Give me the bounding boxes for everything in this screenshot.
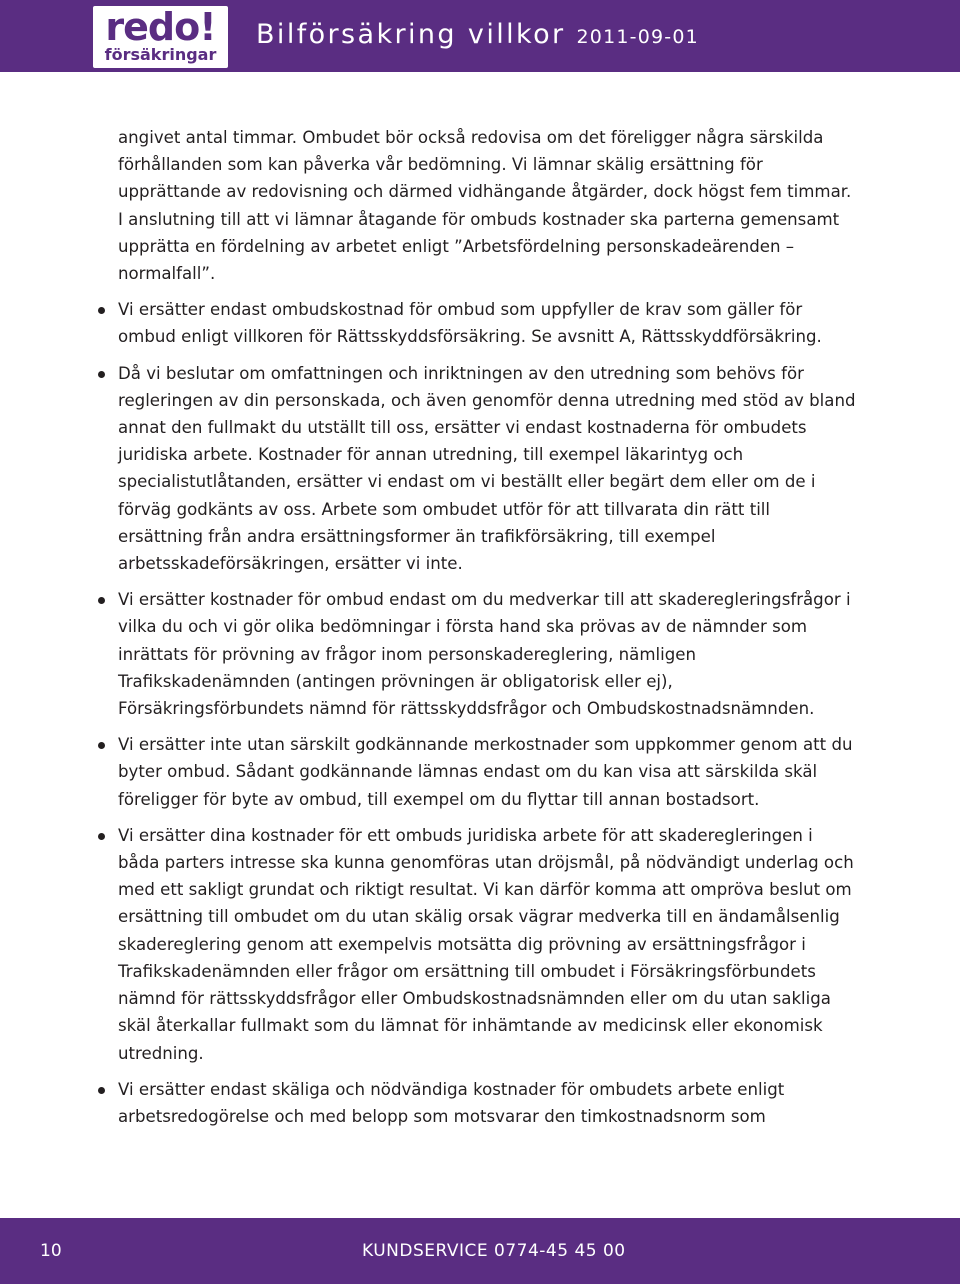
bullet-icon xyxy=(98,597,105,604)
redo-logo xyxy=(93,6,228,68)
list-item: Vi ersätter inte utan särskilt godkännande merkostnader som uppkommer genom att du byter ombud. Sådant godkännande lämnas endast om du kan visa att särskilda skäl föreligger för byte av ombud, till exempel om du flyttar till annan bostadsort. xyxy=(118,731,858,813)
bullet-icon xyxy=(98,307,105,314)
list-item: Vi ersätter kostnader för ombud endast om du medverkar till att skaderegleringsfrågor i vilka du och vi gör olika bedömningar i första hand ska prövas av de nämnder som inrättats för prövning av frågor inom personskadereglering, nämligen Trafikskadenämnden (antingen prövningen är obligatorisk eller ej), Försäkringsförbundets nämnd för rättsskyddsfrågor och Ombudskostnadsnämnden. xyxy=(118,586,858,722)
bullet-icon xyxy=(98,742,105,749)
page-header xyxy=(0,0,960,72)
bullet-icon xyxy=(98,833,105,840)
page-footer xyxy=(0,1218,960,1284)
list-item: Då vi beslutar om omfattningen och inriktningen av den utredning som behövs för regleringen av din personskada, och även genomför denna utredning med stöd av bland annat den fullmakt du utställt till oss, ersätter vi endast kostnaderna för ombudets juridiska arbete. Kostnader för annan utredning, till exempel läkarintyg och specialistutlåtanden, ersätter vi endast om vi beställt eller begärt dem eller om de i förväg godkänts av oss. Arbete som ombudet utför för att tillvarata din rätt till ersättning från andra ersättningsformer än trafikförsäkring, till exempel arbetsskadeförsäkringen, ersätter vi inte. xyxy=(118,360,858,578)
document-title xyxy=(256,18,699,54)
intro-paragraph: angivet antal timmar. Ombudet bör också redovisa om det föreligger några särskilda förhållanden som kan påverka vår bedömning. Vi lämnar skälig ersättning för upprättande av redovisning och därmed vidhängande åtgärder, dock högst fem timmar. I anslutning till att vi lämnar åtagande för ombuds kostnader ska parterna gemensamt upprätta en fördelning av arbetet enligt ”Arbetsfördelning personskadeärenden – normalfall”. xyxy=(118,128,852,284)
bullet-icon xyxy=(98,1087,105,1094)
page-number: 10 xyxy=(40,1241,62,1261)
list-item: Vi ersätter endast skäliga och nödvändiga kostnader för ombudets arbete enligt arbetsredogörelse och med belopp som motsvarar den timkostnadsnorm som xyxy=(118,1076,858,1130)
list-item: Vi ersätter dina kostnader för ett ombuds juridiska arbete för att skaderegleringen i båda parters intresse ska kunna genomföras utan dröjsmål, på nödvändigt underlag och med ett sakligt grundat och riktigt resultat. Vi kan därför komma att ompröva beslut om ersättning till ombudet om du utan skälig orsak vägrar medverka till en ändamålsenlig skadereglering genom att exempelvis motsätta dig prövning av ersättningsfrågor i Trafikskadenämnden eller frågor om ersättning till ombudet i Försäkringsförbundets nämnd för rättsskyddsfrågor eller Ombudskostnadsnämnden eller om du utan sakliga skäl återkallar fullmakt som du lämnat för inhämtande av medicinsk eller ekonomisk utredning. xyxy=(118,822,858,1067)
bullet-icon xyxy=(98,371,105,378)
logo-wordmark: redo! xyxy=(105,5,216,49)
document-date: 2011-09-01 xyxy=(576,26,699,48)
terms-list xyxy=(118,296,858,1130)
logo-subtitle: försäkringar xyxy=(104,45,217,64)
title-text: Bilförsäkring villkor xyxy=(256,19,566,50)
customer-service-phone: KUNDSERVICE 0774-45 45 00 xyxy=(362,1241,626,1261)
body-text xyxy=(118,124,858,1130)
list-item: Vi ersätter endast ombudskostnad för ombud som uppfyller de krav som gäller för ombud enligt villkoren för Rättsskyddsförsäkring. Se avsnitt A, Rättsskyddförsäkring. xyxy=(118,296,858,350)
